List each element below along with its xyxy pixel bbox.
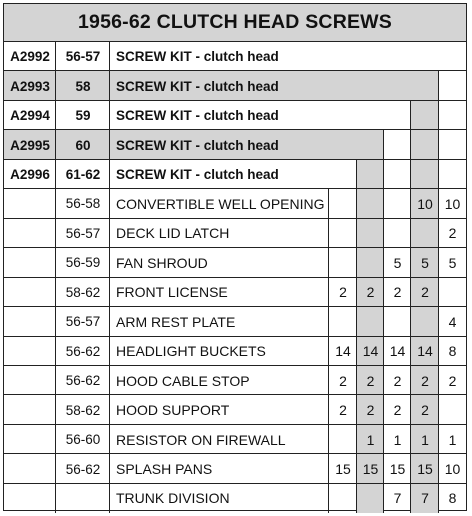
kit-years: 61-62 bbox=[65, 167, 101, 183]
kit-description: SCREW KIT - clutch head bbox=[116, 137, 279, 153]
item-years: 56-60 bbox=[65, 432, 101, 448]
item-qty-cell: 5 bbox=[421, 254, 429, 271]
item-qty-cell: 4 bbox=[448, 313, 457, 330]
item-years: 56-62 bbox=[65, 461, 101, 477]
item-description: FRONT LICENSE bbox=[116, 284, 228, 301]
item-qty-cell: 15 bbox=[335, 461, 351, 478]
item-qty-cell bbox=[357, 219, 384, 248]
kit-part-number: A2995 bbox=[10, 137, 50, 153]
kit-years: 56-57 bbox=[65, 49, 101, 65]
item-qty-cell: 2 bbox=[393, 284, 402, 301]
item-qty-cell bbox=[384, 307, 411, 336]
kit-part-number: A2992 bbox=[10, 49, 50, 65]
item-qty-cell: 2 bbox=[366, 284, 375, 301]
item-qty-cell bbox=[329, 219, 357, 248]
item-qty-cell bbox=[329, 307, 357, 336]
item-description: TRUNK DIVISION bbox=[116, 490, 230, 507]
item-description: HOOD CABLE STOP bbox=[116, 372, 250, 389]
item-qty-cell: 15 bbox=[417, 461, 433, 478]
item-qty-cell: 2 bbox=[421, 402, 429, 419]
item-qty-cell: 5 bbox=[448, 254, 457, 271]
item-description: ARM REST PLATE bbox=[116, 313, 236, 330]
item-qty-cell bbox=[357, 307, 384, 336]
item-qty-cell bbox=[329, 189, 357, 218]
item-years: 58-62 bbox=[65, 402, 101, 418]
item-qty-cell: 14 bbox=[335, 343, 351, 360]
item-qty-cell: 14 bbox=[417, 343, 433, 360]
kit-part-number: A2993 bbox=[10, 78, 50, 94]
item-years bbox=[56, 484, 110, 513]
item-qty-cell: 5 bbox=[393, 254, 402, 271]
item-qty-cell: 1 bbox=[393, 431, 402, 448]
item-qty-cell: 2 bbox=[339, 402, 347, 419]
item-description: CONVERTIBLE WELL OPENING bbox=[116, 195, 325, 212]
item-description: SPLASH PANS bbox=[116, 461, 213, 478]
item-qty-cell bbox=[357, 484, 384, 513]
item-qty-cell bbox=[329, 484, 357, 513]
item-qty-cell bbox=[384, 189, 411, 218]
item-qty-cell bbox=[439, 278, 466, 307]
item-qty-cell: 8 bbox=[448, 490, 457, 507]
item-qty-cell bbox=[329, 248, 357, 277]
item-qty-cell: 7 bbox=[393, 490, 402, 507]
item-qty-cell: 15 bbox=[362, 461, 379, 478]
clutch-head-screw-table bbox=[3, 3, 467, 511]
item-qty-cell: 1 bbox=[448, 431, 457, 448]
item-qty-cell: 7 bbox=[421, 490, 429, 507]
item-description: DECK LID LATCH bbox=[116, 225, 230, 242]
item-years: 56-57 bbox=[65, 225, 101, 241]
item-qty-cell: 2 bbox=[339, 372, 347, 389]
item-years: 56-62 bbox=[65, 373, 101, 389]
item-qty-cell bbox=[384, 219, 411, 248]
item-qty-cell: 2 bbox=[448, 225, 457, 242]
item-years: 58-62 bbox=[65, 284, 101, 300]
item-qty-cell bbox=[439, 395, 466, 424]
item-qty-cell: 2 bbox=[448, 372, 457, 389]
item-qty-cell bbox=[357, 189, 384, 218]
table-title: 1956-62 CLUTCH HEAD SCREWS bbox=[4, 4, 466, 42]
item-years: 56-59 bbox=[65, 255, 101, 271]
kit-description: SCREW KIT - clutch head bbox=[116, 49, 279, 65]
item-qty-cell: 2 bbox=[393, 402, 402, 419]
item-description: HEADLIGHT BUCKETS bbox=[116, 343, 266, 360]
kit-part-number: A2994 bbox=[10, 108, 50, 124]
item-qty-cell: 2 bbox=[366, 402, 375, 419]
item-qty-cell bbox=[357, 248, 384, 277]
item-description: HOOD SUPPORT bbox=[116, 402, 230, 419]
item-qty-cell: 2 bbox=[393, 372, 402, 389]
item-years: 56-62 bbox=[65, 343, 101, 359]
item-qty-cell: 10 bbox=[444, 195, 461, 212]
item-qty-cell: 10 bbox=[417, 195, 433, 212]
kit-part-number: A2996 bbox=[10, 167, 50, 183]
item-description: FAN SHROUD bbox=[116, 254, 208, 271]
item-qty-cell: 1 bbox=[421, 431, 429, 448]
item-qty-cell bbox=[411, 307, 439, 336]
item-qty-cell: 1 bbox=[366, 431, 375, 448]
kit-years: 58 bbox=[75, 78, 91, 94]
item-qty-cell: 8 bbox=[448, 343, 457, 360]
item-qty-cell: 10 bbox=[444, 461, 461, 478]
item-qty-cell: 15 bbox=[389, 461, 406, 478]
kit-description: SCREW KIT - clutch head bbox=[116, 108, 279, 124]
item-qty-cell bbox=[329, 425, 357, 454]
item-years: 56-58 bbox=[65, 196, 101, 212]
item-qty-cell: 2 bbox=[421, 372, 429, 389]
item-qty-cell: 2 bbox=[366, 372, 375, 389]
kit-description: SCREW KIT - clutch head bbox=[116, 78, 279, 94]
item-description: RESISTOR ON FIREWALL bbox=[116, 431, 286, 448]
kit-years: 59 bbox=[75, 108, 91, 124]
item-qty-cell: 2 bbox=[339, 284, 347, 301]
item-qty-cell: 14 bbox=[362, 343, 379, 360]
kit-description: SCREW KIT - clutch head bbox=[116, 167, 279, 183]
item-qty-cell: 14 bbox=[389, 343, 406, 360]
item-qty-cell: 2 bbox=[421, 284, 429, 301]
item-qty-cell bbox=[411, 219, 439, 248]
kit-years: 60 bbox=[75, 137, 91, 153]
item-years: 56-57 bbox=[65, 314, 101, 330]
